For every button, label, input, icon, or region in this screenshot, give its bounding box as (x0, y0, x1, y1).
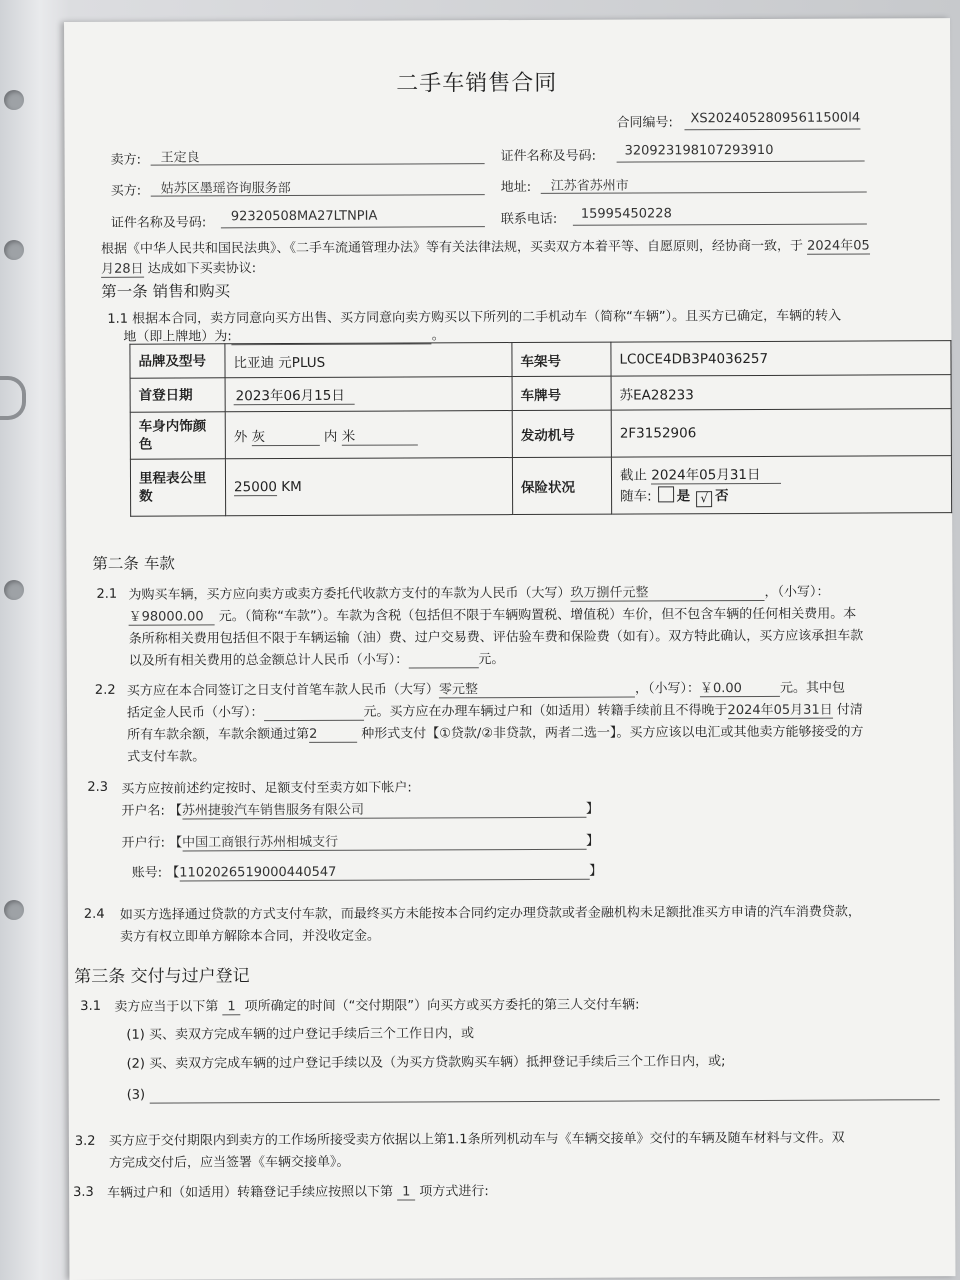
punch-hole (4, 580, 24, 600)
clause-2-2-line-4: 式支付车款。 (127, 749, 206, 765)
vin-value: LC0CE4DB3P4036257 (611, 341, 951, 376)
intro-text-2: 月28日 达成如下买卖协议: (101, 257, 256, 278)
article-3-heading: 第三条 交付与过户登记 (74, 966, 250, 987)
brand-value: 比亚迪 元PLUS (225, 343, 512, 378)
account-name-value: 苏州捷骏汽车销售服务有限公司 (182, 798, 586, 820)
mileage-label: 里程表公里数 (130, 459, 225, 516)
insurance-cell: 截止 2024年05月31日 随车: 是 √ 否 (611, 456, 951, 514)
mileage-cell: 25000 KM (225, 458, 512, 516)
bank-value: 中国工商银行苏州相城支行 (182, 830, 586, 852)
seller-id-label: 证件名称及号码: (500, 148, 597, 165)
option-3: (3) (127, 1084, 940, 1104)
first-payment-value: ￥0.00 (700, 677, 780, 697)
transfer-item: 1 (397, 1184, 415, 1200)
vehicle-table (129, 340, 952, 517)
clause-2-2-line-3: 所有车款余额，车款余额通过第2 种形式支付【①贷款/②非贷款，两者二选一】。买方应该以电汇或其他卖方能够接受的方 (127, 724, 864, 743)
phone-value: 15995450228 (580, 206, 672, 222)
clause-number: 2.4 (83, 906, 105, 922)
mileage-value: 25000 (233, 478, 278, 495)
article-1-heading: 第一条 销售和购买 (101, 282, 231, 301)
reg-date-value: 2023年06月15日 (234, 384, 355, 406)
payment-deadline: 2024年05月31日 (727, 699, 832, 719)
option-1: (1) 买、卖双方完成车辆的过户登记手续后三个工作日内，或 (126, 1026, 475, 1043)
payment-method: 2 (309, 727, 357, 743)
contract-no-label: 合同编号: (616, 115, 673, 131)
phone-label: 联系电话: (500, 211, 558, 228)
amount-value: ￥98000.00 (129, 605, 215, 625)
first-payment-words: 零元整 (439, 678, 635, 699)
buyer-label: 买方: (110, 183, 142, 199)
article-1-1-text-2: 地（即上牌地）为: 。 (123, 328, 445, 345)
clause-3-2-line-1: 买方应于交付期限内到卖方的工作场所接受卖方依据以上第1.1条所列机动车与《车辆交接单》交付的车辆及随车材料与文件。双 (108, 1130, 845, 1149)
clause-2-1-line-1: 为购买车辆，买方应向卖方或卖方委托代收款方支付的车款为人民币（大写）玖万捌仟元整 ，（小写）： (128, 581, 829, 604)
clause-number: 3.1 (80, 998, 102, 1014)
reg-date-label: 首登日期 (130, 378, 225, 412)
account-name-row: 开户名: 【苏州捷骏汽车销售服务有限公司 】 (121, 798, 599, 820)
engine-label: 发动机号 (512, 410, 611, 457)
delivery-item: 1 (222, 999, 240, 1015)
account-number-value: 1102026519000440547 (179, 864, 589, 882)
clause-2-4-line-2: 卖方有权立即单方解除本合同，并没收定金。 (119, 928, 381, 945)
clause-number: 2.1 (96, 586, 118, 602)
clause-3-2-line-2: 方完成交付后，应当签署《车辆交接单》。 (108, 1154, 350, 1171)
clause-2-1-line-3: 条所称相关费用包括但不限于车辆运输（油）费、过户交易费、评估验车费和保险费（如有）。双方特此确认，买方应该承担车款 (128, 628, 864, 647)
interior-color: 米 (342, 424, 418, 445)
article-1-1-text: 1.1 根据本合同，卖方同意向买方出售、买方同意向卖方购买以下所列的二手机动车（简称“车辆”）。且买方已确定，车辆的转入 (107, 308, 842, 327)
color-cell: 外 灰 内 米 (225, 411, 512, 459)
clause-number: 3.3 (73, 1184, 94, 1200)
plate-label: 车牌号 (512, 376, 611, 410)
clause-2-2-line-2: 括定金人民币（小写）： 元。买方应在办理车辆过户和（如适用）转籍手续前且不得晚于2024年05月31日 付清 (127, 699, 863, 722)
punch-hole (4, 240, 24, 260)
intro-text: 根据《中华人民共和国民法典》、《二手车流通管理办法》等有关法律法规，买卖双方本着平等、自愿原则，经协商一致，于 2024年05 (101, 234, 870, 257)
seller-value: 王定良 (160, 150, 200, 166)
checkbox-no[interactable]: √ (696, 491, 712, 507)
vin-label: 车架号 (512, 342, 611, 376)
account-number-row: 账号: 【1102026519000440547 】 (131, 863, 603, 881)
punch-hole (4, 90, 24, 110)
address-label: 地址: (500, 179, 532, 196)
clause-3-3-text: 车辆过户和（如适用）转籍登记手续应按照以下第 1 项方式进行: (107, 1184, 489, 1201)
clause-2-3-text: 买方应按前述约定按时、足额支付至卖方如下帐户: (121, 780, 412, 797)
article-2-heading: 第二条 车款 (92, 554, 175, 573)
clause-number: 3.2 (74, 1133, 96, 1149)
reg-date-cell (225, 377, 512, 412)
clause-number: 2.2 (94, 682, 116, 698)
amount-in-words: 玖万捌仟元整 (570, 581, 764, 602)
option-2: (2) 买、卖双方完成车辆的过户登记手续以及（为买方贷款购买车辆）抵押登记手续后三个工作日内，或; (126, 1054, 726, 1072)
seller-id-value: 320923198107293910 (624, 142, 774, 159)
buyer-id-label: 证件名称及号码: (110, 215, 207, 231)
color-label: 车身内饰颜色 (130, 412, 225, 459)
clause-2-1-line-2: ￥98000.00 元。（简称“车款”）。车款为含税（包括但不限于车辆购置税、增值税）车价，但不包含车辆的任何相关费用。本 (128, 606, 857, 625)
page-title: 二手车销售合同 (396, 70, 558, 97)
clause-2-4-line-1: 如买方选择通过贷款的方式支付车款，而最终买方未能按本合同约定办理贷款或者金融机构未足额批准买方申请的汽车消费贷款， (119, 904, 861, 923)
clause-3-1-text: 卖方应当于以下第 1 项所确定的时间（“交付期限”）向买方或买方委托的第三人交付车辆: (114, 997, 640, 1015)
clause-2-2-line-1: 买方应在本合同签订之日支付首笔车款人民币（大写）零元整 ，（小写）：￥0.00 元。其中包 (127, 677, 845, 700)
plate-value: 苏EA28233 (611, 375, 951, 410)
contract-page (64, 18, 955, 1280)
contract-no-value: XS20240528095611500l4 (690, 110, 861, 127)
address-value: 江苏省苏州市 (550, 178, 629, 194)
buyer-id-value: 92320508MA27LTNPIA (230, 208, 378, 225)
bank-row: 开户行: 【中国工商银行苏州相城支行 】 (122, 830, 600, 852)
insurance-date: 2024年05月31日 (651, 463, 780, 485)
checkbox-yes[interactable] (658, 486, 674, 502)
buyer-value: 姑苏区墨瑶咨询服务部 (160, 181, 291, 197)
seller-label: 卖方: (110, 152, 142, 168)
punch-hole (4, 900, 24, 920)
exterior-color: 灰 (252, 424, 320, 445)
engine-value: 2F3152906 (611, 409, 951, 457)
brand-label: 品牌及型号 (130, 344, 225, 378)
insurance-label: 保险状况 (512, 457, 611, 514)
clause-2-1-line-4: 以及所有相关费用的总金额总计人民币（小写）： 元。 (128, 652, 505, 669)
clause-number: 2.3 (87, 779, 109, 795)
